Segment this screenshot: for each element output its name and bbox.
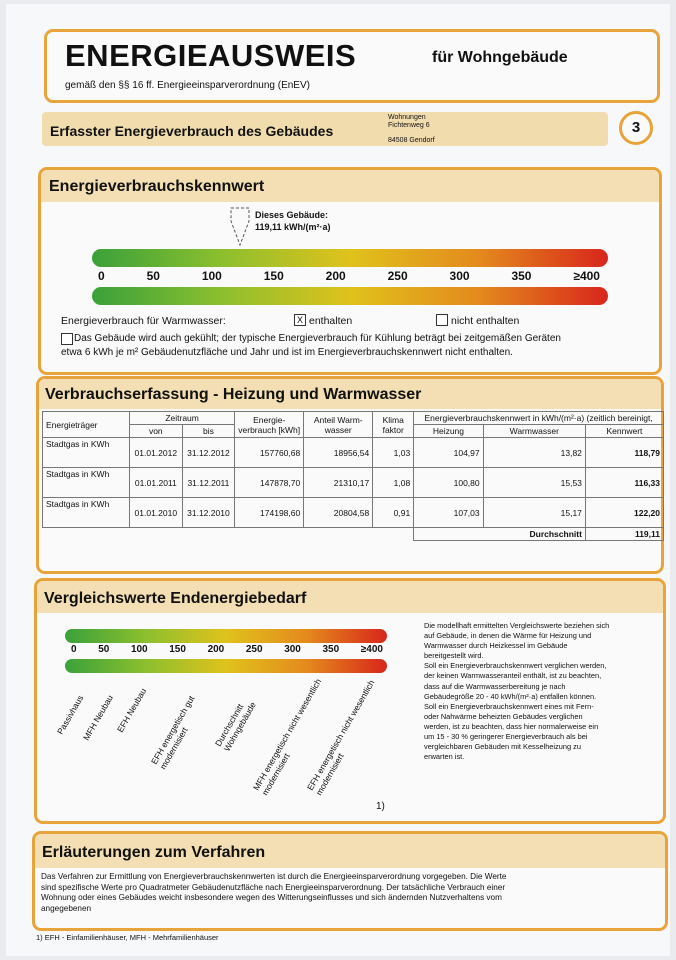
kennwert-scale-labels — [98, 269, 600, 283]
cell-verbrauch: 157760,68 — [235, 438, 304, 468]
kuehlung-checkbox[interactable] — [61, 333, 73, 345]
scale-label: 50 — [146, 269, 160, 283]
address-line-1: Wohnungen — [388, 114, 426, 121]
enthalten-checkbox[interactable]: X — [294, 314, 306, 326]
vergleich-title: Vergleichswerte Endenergiebedarf — [44, 590, 307, 607]
col-header-von: von — [130, 425, 183, 438]
vergleich-color-scale — [65, 629, 387, 673]
col-header-verbrauch: Energie-verbrauch [kWh] — [235, 412, 304, 438]
col-header-warmwasser: Warmwasser — [483, 425, 585, 438]
cell-heizung: 100,80 — [414, 468, 483, 498]
kennwert-color-scale — [92, 249, 608, 305]
footnote-reference: 1) — [376, 801, 385, 812]
kennwert-title: Energieverbrauchskennwert — [49, 178, 265, 195]
erlaeuterung-line: Wohnung oder eines Gebäudes weicht insbesondere wegen des Witterungseinflusses und sich ändernden Nutzverhaltens vom — [41, 893, 502, 902]
cell-warmwasser: 13,82 — [483, 438, 585, 468]
vergleich-explanation — [424, 621, 609, 762]
certificate-page — [6, 4, 670, 956]
col-header-heizung: Heizung — [414, 425, 483, 438]
explanation-line: Soll ein Energieverbrauchskennwert verglichen werden, — [424, 661, 607, 671]
explanation-line: oder Nahwärme beheizten Gebäudes verglichen — [424, 711, 583, 721]
scale-label: 300 — [284, 644, 301, 655]
scale-label: ≥400 — [573, 269, 600, 283]
scale-label: 150 — [169, 644, 186, 655]
comparison-label: MFH Neubau — [81, 693, 115, 742]
explanation-line: der keinen Warmwasseranteil enthält, ist zu beachten, — [424, 671, 602, 681]
explanation-line: Die modellhaft ermittelten Vergleichswerte beziehen sich — [424, 621, 610, 630]
cell-von: 01.01.2010 — [130, 498, 183, 528]
explanation-line: Gebäudegröße 20 - 40 kWh/(m²·a) entfallen können. — [424, 691, 597, 701]
explanation-line: werden, ist zu beachten, dass hier normalerweise ein — [424, 721, 599, 731]
explanation-line: erwarten ist. — [424, 752, 465, 762]
explanation-line: um 15 - 30 % geringerer Energieverbrauch als bei — [424, 732, 588, 742]
warmwasser-label: Energieverbrauch für Warmwasser: — [61, 315, 226, 327]
table-average-row — [43, 528, 664, 541]
col-header-anteil: Anteil Warm-wasser — [304, 412, 373, 438]
document-title: ENERGIEAUSWEIS — [65, 38, 357, 73]
kuehlung-text-1: Das Gebäude wird auch gekühlt; der typische Energieverbrauch für Kühlung beträgt bei zeitgemäßen Geräten — [74, 333, 561, 344]
page-number-badge — [619, 111, 653, 145]
erlaeuterung-section — [32, 831, 668, 931]
cell-traeger: Stadtgas in KWh — [43, 438, 130, 468]
address-line-3: 84508 Gendorf — [388, 137, 435, 144]
erlaeuterung-title: Erläuterungen zum Verfahren — [42, 844, 266, 861]
cell-anteil: 20804,58 — [304, 498, 373, 528]
table-header-row — [43, 412, 664, 425]
vergleich-bar-bottom — [65, 659, 387, 673]
cell-traeger: Stadtgas in KWh — [43, 498, 130, 528]
col-header-bis: bis — [182, 425, 235, 438]
table-row — [43, 438, 664, 468]
durchschnitt-value: 119,11 — [585, 528, 663, 541]
explanation-line: auf Gebäude, in denen die Wärme für Heizung und — [424, 631, 592, 641]
scale-bar-top — [92, 249, 608, 267]
comparison-label: EFH energetisch nicht wesentlich modernisiert — [305, 678, 377, 797]
erlaeuterung-line: Das Verfahren zur Ermittlung von Energieverbrauchskennwerten ist durch die Energieeinsparverordnung vorgegeben. Die Werte — [41, 872, 507, 881]
cell-warmwasser: 15,53 — [483, 468, 585, 498]
kuehlung-text-2: etwa 6 kWh je m² Gebäudenutzfläche und Jahr und ist im Energieverbrauchskennwert nicht enthalten. — [61, 347, 513, 358]
scale-label: 350 — [322, 644, 340, 655]
col-header-kennwert: Kennwert — [585, 425, 663, 438]
cell-anteil: 21310,17 — [304, 468, 373, 498]
cell-klima: 1,08 — [373, 468, 414, 498]
vergleich-scale-labels — [71, 644, 383, 655]
explanation-line: dass auf die Warmwasserbereitung je nach — [424, 681, 566, 691]
cell-heizung: 104,97 — [414, 438, 483, 468]
table-row — [43, 468, 664, 498]
page-number: 3 — [631, 119, 641, 136]
durchschnitt-label: Durchschnitt — [414, 528, 586, 541]
address-line-2: Fichtenweg 6 — [388, 122, 430, 129]
cell-bis: 31.12.2010 — [182, 498, 235, 528]
consumption-table — [42, 411, 664, 541]
header-box — [44, 29, 660, 103]
comparison-label: EFH Neubau — [115, 686, 149, 734]
erlaeuterung-text — [41, 872, 506, 914]
scale-label: ≥400 — [360, 644, 383, 655]
erlaeuterung-line: sind spezifische Werte pro Quadratmeter Gebäudenutzfläche nach Energieeinsparverordnung. Der tatsächliche Verbrauch einer — [41, 882, 506, 892]
enthalten-label: enthalten — [309, 315, 353, 327]
comparison-label: Durchschnitt Wohngebäude — [213, 700, 258, 753]
scale-label: 50 — [98, 644, 110, 655]
verbrauch-section — [36, 376, 664, 574]
cell-von: 01.01.2012 — [130, 438, 183, 468]
scale-label: 250 — [387, 269, 408, 283]
cell-heizung: 107,03 — [414, 498, 483, 528]
cell-klima: 1,03 — [373, 438, 414, 468]
nicht-enthalten-checkbox[interactable] — [436, 314, 448, 326]
scale-label: 300 — [449, 269, 470, 283]
scale-label: 100 — [201, 269, 222, 283]
scale-label: 150 — [263, 269, 284, 283]
scale-label: 200 — [207, 644, 225, 655]
scale-label: 100 — [130, 644, 148, 655]
explanation-line: vergleichbaren Gebäuden mit Kesselheizung zu — [424, 742, 581, 752]
cell-verbrauch: 147878,70 — [235, 468, 304, 498]
legal-basis: gemäß den §§ 16 ff. Energieeinsparverordnung (EnEV) — [65, 80, 310, 91]
comparison-label: Passivhaus — [55, 693, 86, 736]
scale-bar-bottom — [92, 287, 608, 305]
comparison-label: MFH energetisch nicht wesentlich modernisiert — [251, 676, 324, 797]
cell-verbrauch: 174198,60 — [235, 498, 304, 528]
scale-label: 200 — [325, 269, 346, 283]
info-bar-label: Erfasster Energieverbrauch des Gebäudes — [50, 123, 334, 139]
explanation-line: Warmwasser durch Heizkessel im Gebäude — [424, 641, 568, 651]
cell-bis: 31.12.2012 — [182, 438, 235, 468]
cell-kennwert: 118,79 — [585, 438, 663, 468]
comparison-label: EFH energetisch gut modernisiert — [149, 693, 197, 771]
scale-label: 0 — [71, 644, 77, 655]
cell-kennwert: 116,33 — [585, 468, 663, 498]
cell-von: 01.01.2011 — [130, 468, 183, 498]
vergleich-section — [34, 578, 666, 824]
kennwert-section — [38, 167, 662, 375]
col-header-kennwert-group: Energieverbrauchskennwert in kWh/(m²·a) (zeitlich bereinigt, — [414, 412, 664, 425]
info-bar — [42, 112, 608, 146]
cell-kennwert: 122,20 — [585, 498, 663, 528]
page-footnote: 1) EFH - Einfamilienhäuser, MFH - Mehrfamilienhäuser — [36, 933, 219, 942]
scale-label: 250 — [245, 644, 263, 655]
verbrauch-title: Verbrauchserfassung - Heizung und Warmwasser — [45, 386, 422, 403]
scale-label: 350 — [511, 269, 532, 283]
cell-warmwasser: 15,17 — [483, 498, 585, 528]
cell-anteil: 18956,54 — [304, 438, 373, 468]
marker-label-building: Dieses Gebäude: — [255, 210, 329, 220]
marker-label-value: 119,11 kWh/(m²·a) — [255, 222, 331, 232]
vergleich-bar-top — [65, 629, 387, 643]
cell-klima: 0,91 — [373, 498, 414, 528]
document-subtitle: für Wohngebäude — [432, 49, 568, 66]
explanation-line: bereitgestellt wird. — [424, 651, 484, 661]
scale-label: 0 — [98, 269, 105, 283]
erlaeuterung-line: angegebenen — [41, 903, 92, 913]
explanation-line: Soll ein Energieverbrauchskennwert eines mit Fern- — [424, 701, 594, 711]
table-row — [43, 498, 664, 528]
cell-traeger: Stadtgas in KWh — [43, 468, 130, 498]
marker-arrow-icon — [229, 207, 251, 247]
col-header-traeger: Energieträger — [43, 412, 130, 438]
col-header-klima: Klima faktor — [373, 412, 414, 438]
nicht-enthalten-label: nicht enthalten — [451, 315, 520, 327]
col-header-zeitraum: Zeitraum — [130, 412, 235, 425]
cell-bis: 31.12.2011 — [182, 468, 235, 498]
